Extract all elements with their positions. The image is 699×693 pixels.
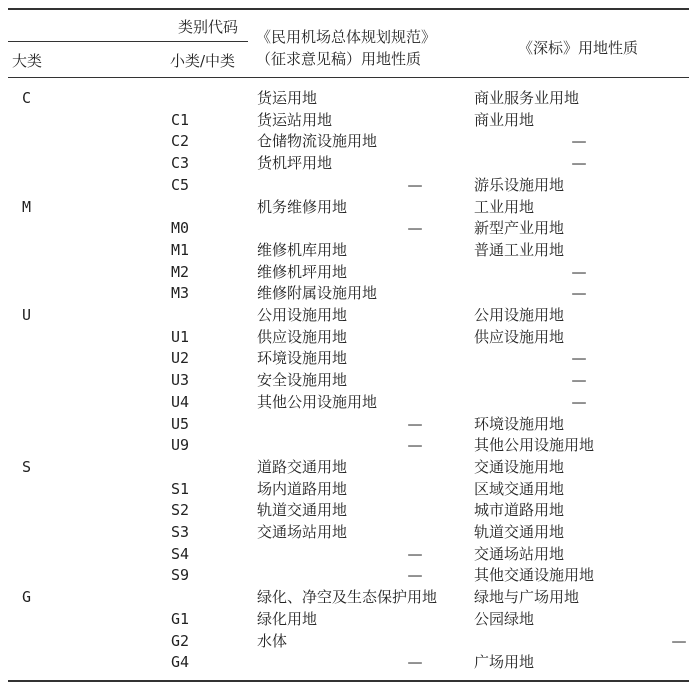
minor-code: U2 [171,349,190,367]
col4-text: 交通场站用地 [474,545,565,563]
col4-text: 新型产业用地 [474,219,565,237]
col4-text: 绿地与广场用地 [474,588,580,606]
col3-text: 交通场站用地 [257,523,348,541]
col4-dash: — [671,632,687,650]
col4-text: 轨道交通用地 [474,523,565,541]
minor-code: S4 [171,545,190,563]
col4-dash: — [571,393,587,411]
minor-code: U9 [171,436,190,454]
minor-code: S9 [171,566,190,584]
minor-code: G2 [171,632,190,650]
bottom-rule [8,680,689,682]
code-underline [8,41,248,42]
col4-text: 广场用地 [474,653,535,671]
col3-dash: — [407,415,423,433]
header-major: 大类 [12,52,43,70]
minor-code: C3 [171,154,190,172]
col4-dash: — [571,263,587,281]
col4-text: 城市道路用地 [474,501,565,519]
minor-code: C2 [171,132,190,150]
header-code: 类别代码 [178,18,239,36]
col3-text: 轨道交通用地 [257,501,348,519]
col4-text: 环境设施用地 [474,415,565,433]
col4-dash: — [571,284,587,302]
minor-code: S2 [171,501,190,519]
major-code: C [22,89,32,107]
header-bottom-rule [8,77,689,78]
col4-text: 游乐设施用地 [474,176,565,194]
col3-text: 道路交通用地 [257,458,348,476]
minor-code: M2 [171,263,190,281]
col4-text: 公园绿地 [474,610,535,628]
major-code: M [22,198,32,216]
minor-code: M1 [171,241,190,259]
col4-dash: — [571,154,587,172]
major-code: G [22,588,32,606]
minor-code: U1 [171,328,190,346]
col3-dash: — [407,176,423,194]
col3-text: 仓储物流设施用地 [257,132,378,150]
col3-text: 货机坪用地 [257,154,333,172]
col4-text: 商业服务业用地 [474,89,580,107]
minor-code: M3 [171,284,190,302]
col4-dash: — [571,132,587,150]
minor-code: S3 [171,523,190,541]
col3-text: 机务维修用地 [257,198,348,216]
col4-text: 供应设施用地 [474,328,565,346]
minor-code: U4 [171,393,190,411]
col3-text: 水体 [257,632,288,650]
col4-text: 工业用地 [474,198,535,216]
col4-text: 商业用地 [474,111,535,129]
col3-dash: — [407,219,423,237]
col3-text: 货运站用地 [257,111,333,129]
col3-text: 维修附属设施用地 [257,284,378,302]
col4-text: 区域交通用地 [474,480,565,498]
col4-text: 公用设施用地 [474,306,565,324]
minor-code: G1 [171,610,190,628]
col4-dash: — [571,371,587,389]
col3-text: 货运用地 [257,89,318,107]
header-minor: 小类/中类 [170,52,236,70]
header-col3-line2: （征求意见稿）用地性质 [256,50,422,68]
minor-code: U5 [171,415,190,433]
top-rule [8,8,689,10]
col4-text: 其他公用设施用地 [474,436,595,454]
col4-text: 其他交通设施用地 [474,566,595,584]
minor-code: U3 [171,371,190,389]
col3-text: 绿化用地 [257,610,318,628]
col4-text: 普通工业用地 [474,241,565,259]
col3-text: 公用设施用地 [257,306,348,324]
col4-dash: — [571,349,587,367]
col3-text: 其他公用设施用地 [257,393,378,411]
col3-text: 环境设施用地 [257,349,348,367]
col3-dash: — [407,436,423,454]
major-code: S [22,458,32,476]
col4-text: 交通设施用地 [474,458,565,476]
col3-text: 场内道路用地 [257,480,348,498]
minor-code: M0 [171,219,190,237]
col3-text: 维修机坪用地 [257,263,348,281]
col3-text: 安全设施用地 [257,371,348,389]
col3-dash: — [407,545,423,563]
header-col4: 《深标》用地性质 [518,39,639,57]
minor-code: C5 [171,176,190,194]
col3-text: 维修机库用地 [257,241,348,259]
minor-code: C1 [171,111,190,129]
col3-text: 绿化、净空及生态保护用地 [257,588,438,606]
minor-code: S1 [171,480,190,498]
header-col3-line1: 《民用机场总体规划规范》 [256,28,437,46]
col3-text: 供应设施用地 [257,328,348,346]
major-code: U [22,306,32,324]
col3-dash: — [407,653,423,671]
col3-dash: — [407,566,423,584]
minor-code: G4 [171,653,190,671]
